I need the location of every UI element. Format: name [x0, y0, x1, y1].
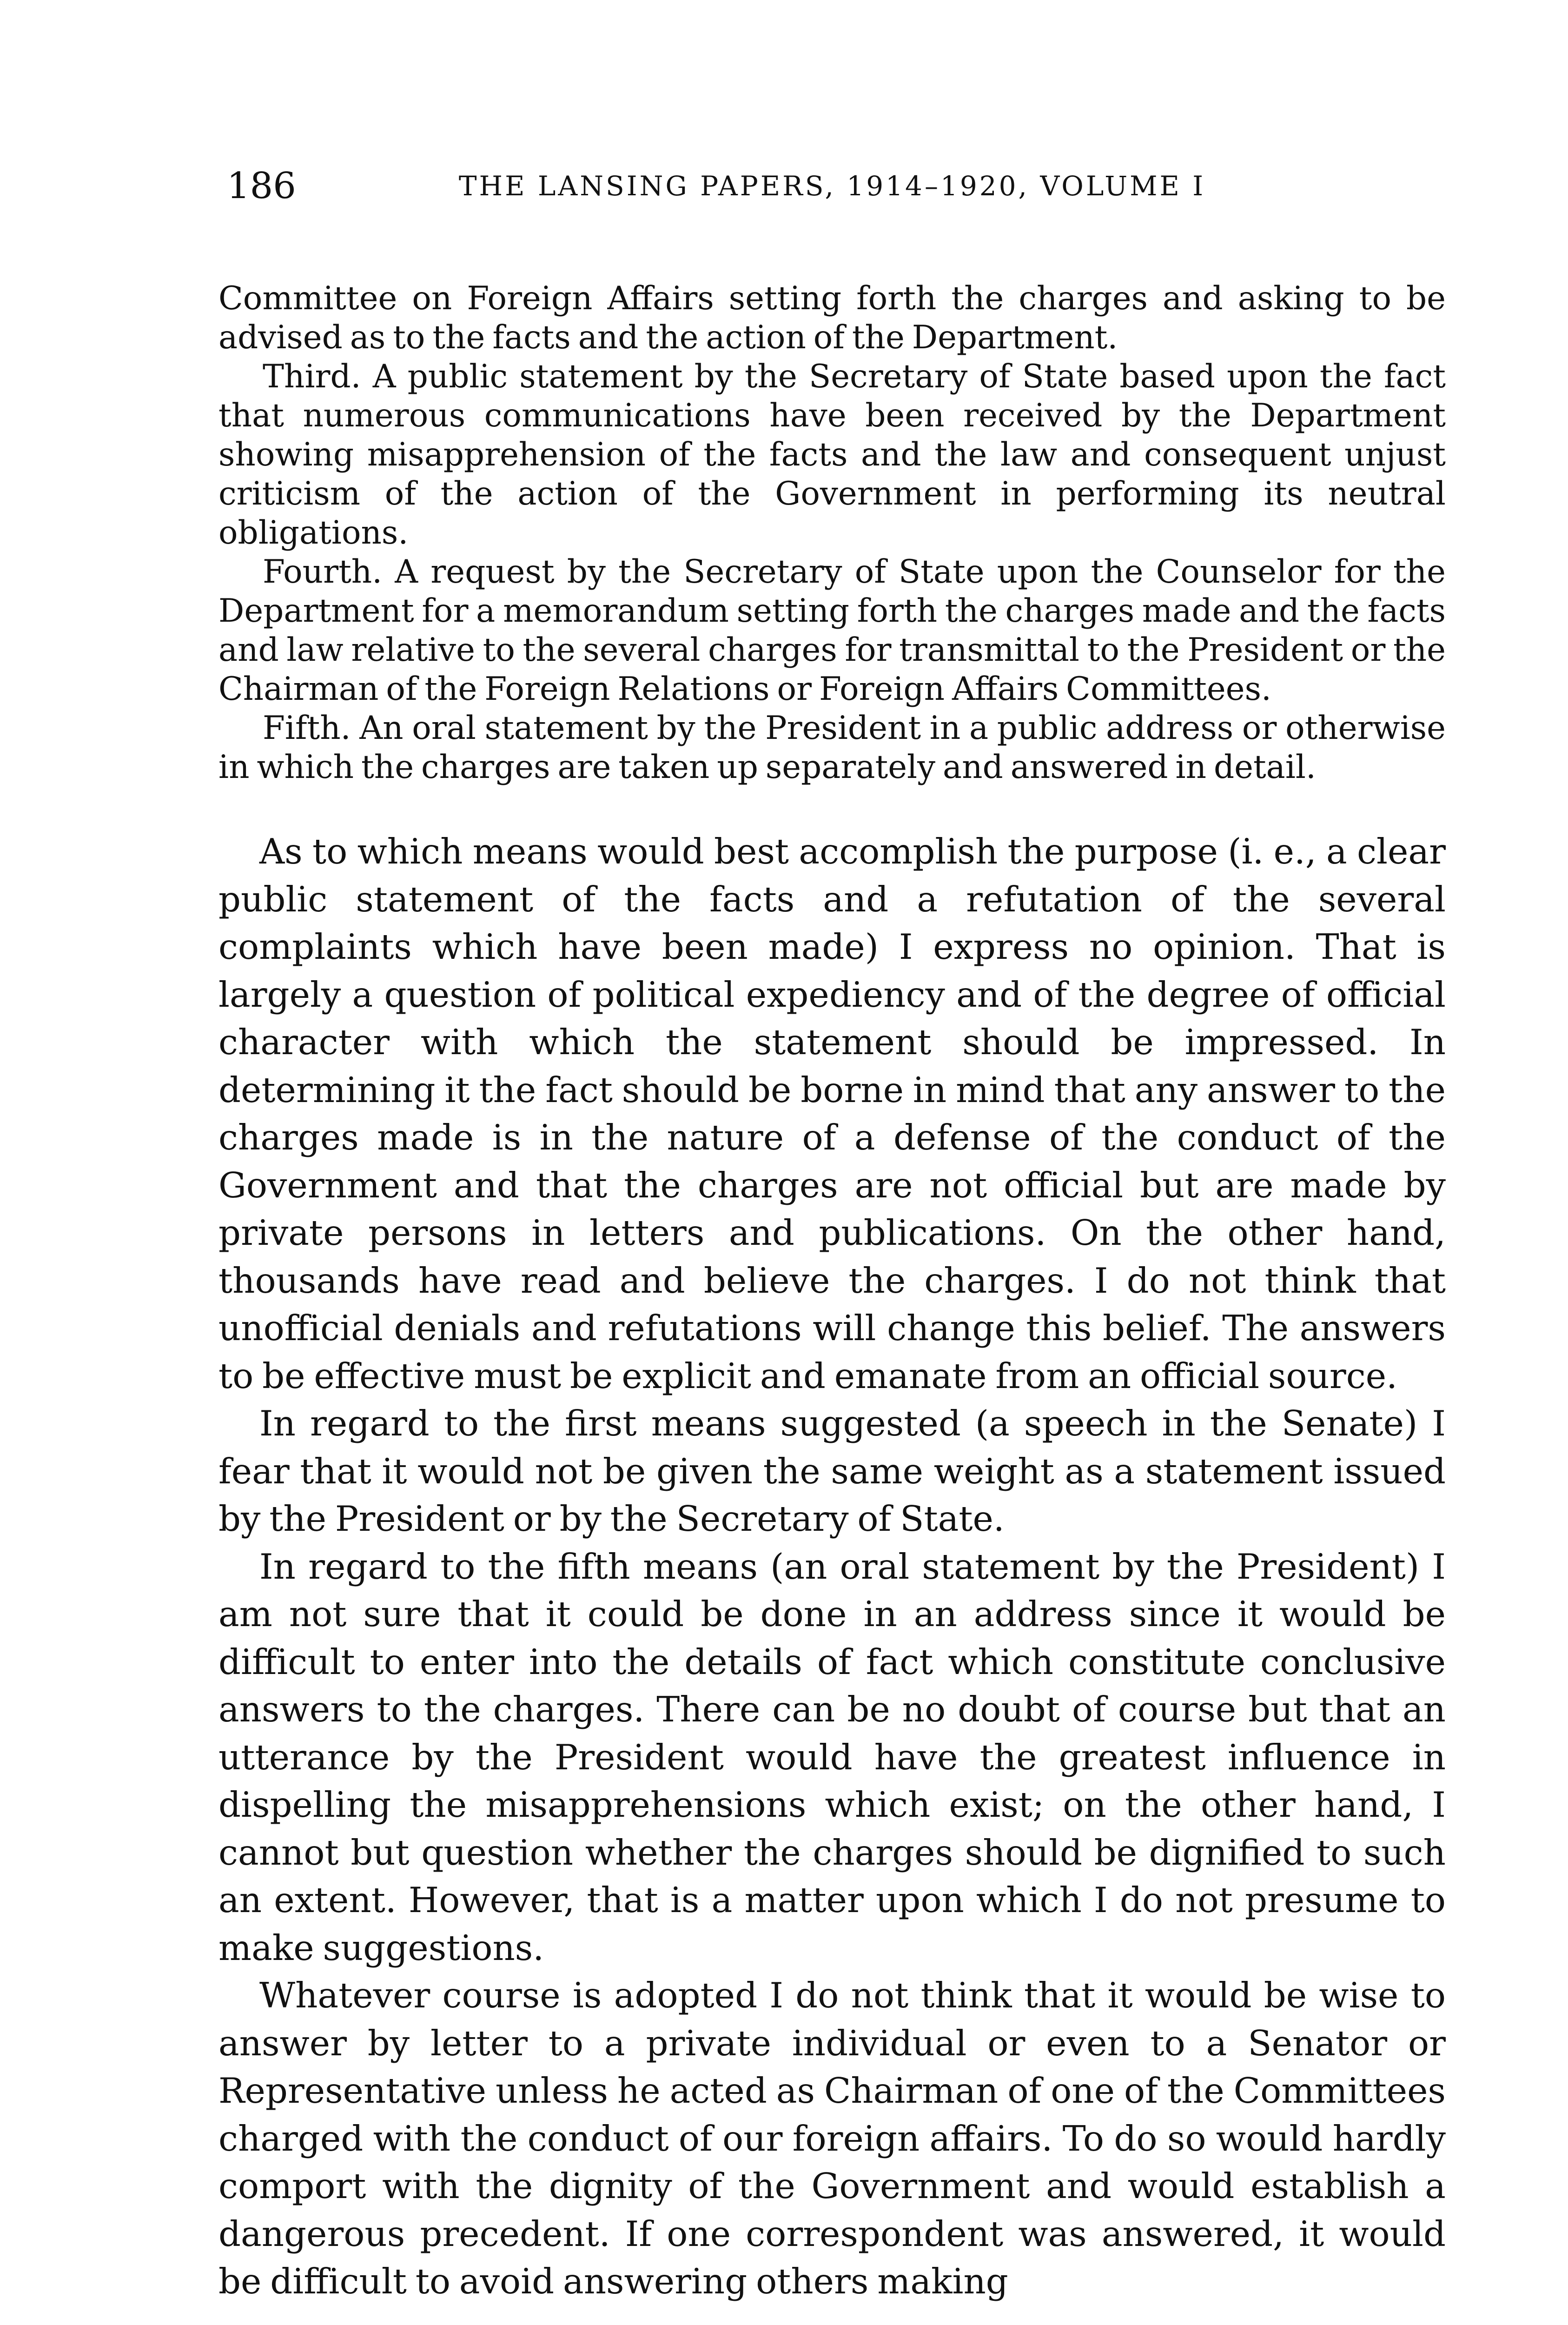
running-head: THE LANSING PAPERS, 1914–1920, VOLUME I — [458, 170, 1206, 202]
paragraph-fourth: Fourth. A request by the Secretary of State upon the Counselor for the Department for a memorandum setting forth the charges made and the facts and law relative to the several charges for transmittal to the President or the Chairman of the Foreign Relations or Foreign Affairs Committees. — [218, 553, 1446, 708]
paragraph-whatever-course: Whatever course is adopted I do not think that it would be wise to answer by letter to a private individual or even to a Senator or Representative unless he acted as Chairman of one of the Committees charged with the conduct of our foreign affairs. To do so would hardly comport with the dignity of the Government and would establish a dangerous precedent. If one correspondent was answered, it would be difficult to avoid answering others making — [218, 1975, 1446, 2302]
section-gap — [218, 787, 1446, 828]
document-page — [218, 163, 1446, 2305]
paragraph-fifth-means: In regard to the fifth means (an oral statement by the President) I am not sure that it could be done in an address since it would be difficult to enter into the details of fact which constitute conclusive answers to the charges. There can be no doubt of course but that an utterance by the President would have the greatest influence in dispelling the misapprehensions which exist; on the other hand, I cannot but question whether the charges should be dignified to such an extent. However, that is a matter upon which I do not presume to make suggestions. — [218, 1546, 1446, 1968]
page-number: 186 — [227, 165, 296, 207]
page-header — [218, 163, 1446, 209]
paragraph-fifth: Fifth. An oral statement by the President in a public address or otherwise in which the charges are taken up separately and answered in detail. — [218, 710, 1446, 786]
paragraph-which-means: As to which means would best accomplish the purpose (i. e., a clear public statement of the facts and a refutation of the several complaints which have been made) I express no opinion. That is largely a question of political expediency and of the degree of official character with which the statement should be impressed. In determining it the fact should be borne in mind that any answer to the charges made is in the nature of a defense of the conduct of the Government and that the charges are not official but are made by private persons in letters and publications. On the other hand, thousands have read and believe the charges. I do not think that unofficial denials and refutations will change this belief. The answers to be effective must be explicit and emanate from an official source. — [218, 831, 1446, 1396]
paragraph-committee: Committee on Foreign Affairs setting forth the charges and asking to be advised as to the facts and the action of the Department. — [218, 280, 1446, 356]
paragraph-first-means: In regard to the first means suggested (a speech in the Senate) I fear that it would not be given the same weight as a statement issued by the President or by the Secretary of State. — [218, 1403, 1446, 1539]
paragraph-third: Third. A public statement by the Secretary of State based upon the fact that numerous communications have been received by the Department showing misapprehension of the facts and the law and consequent unjust criticism of the action of the Government in performing its neutral obligations. — [218, 358, 1446, 551]
